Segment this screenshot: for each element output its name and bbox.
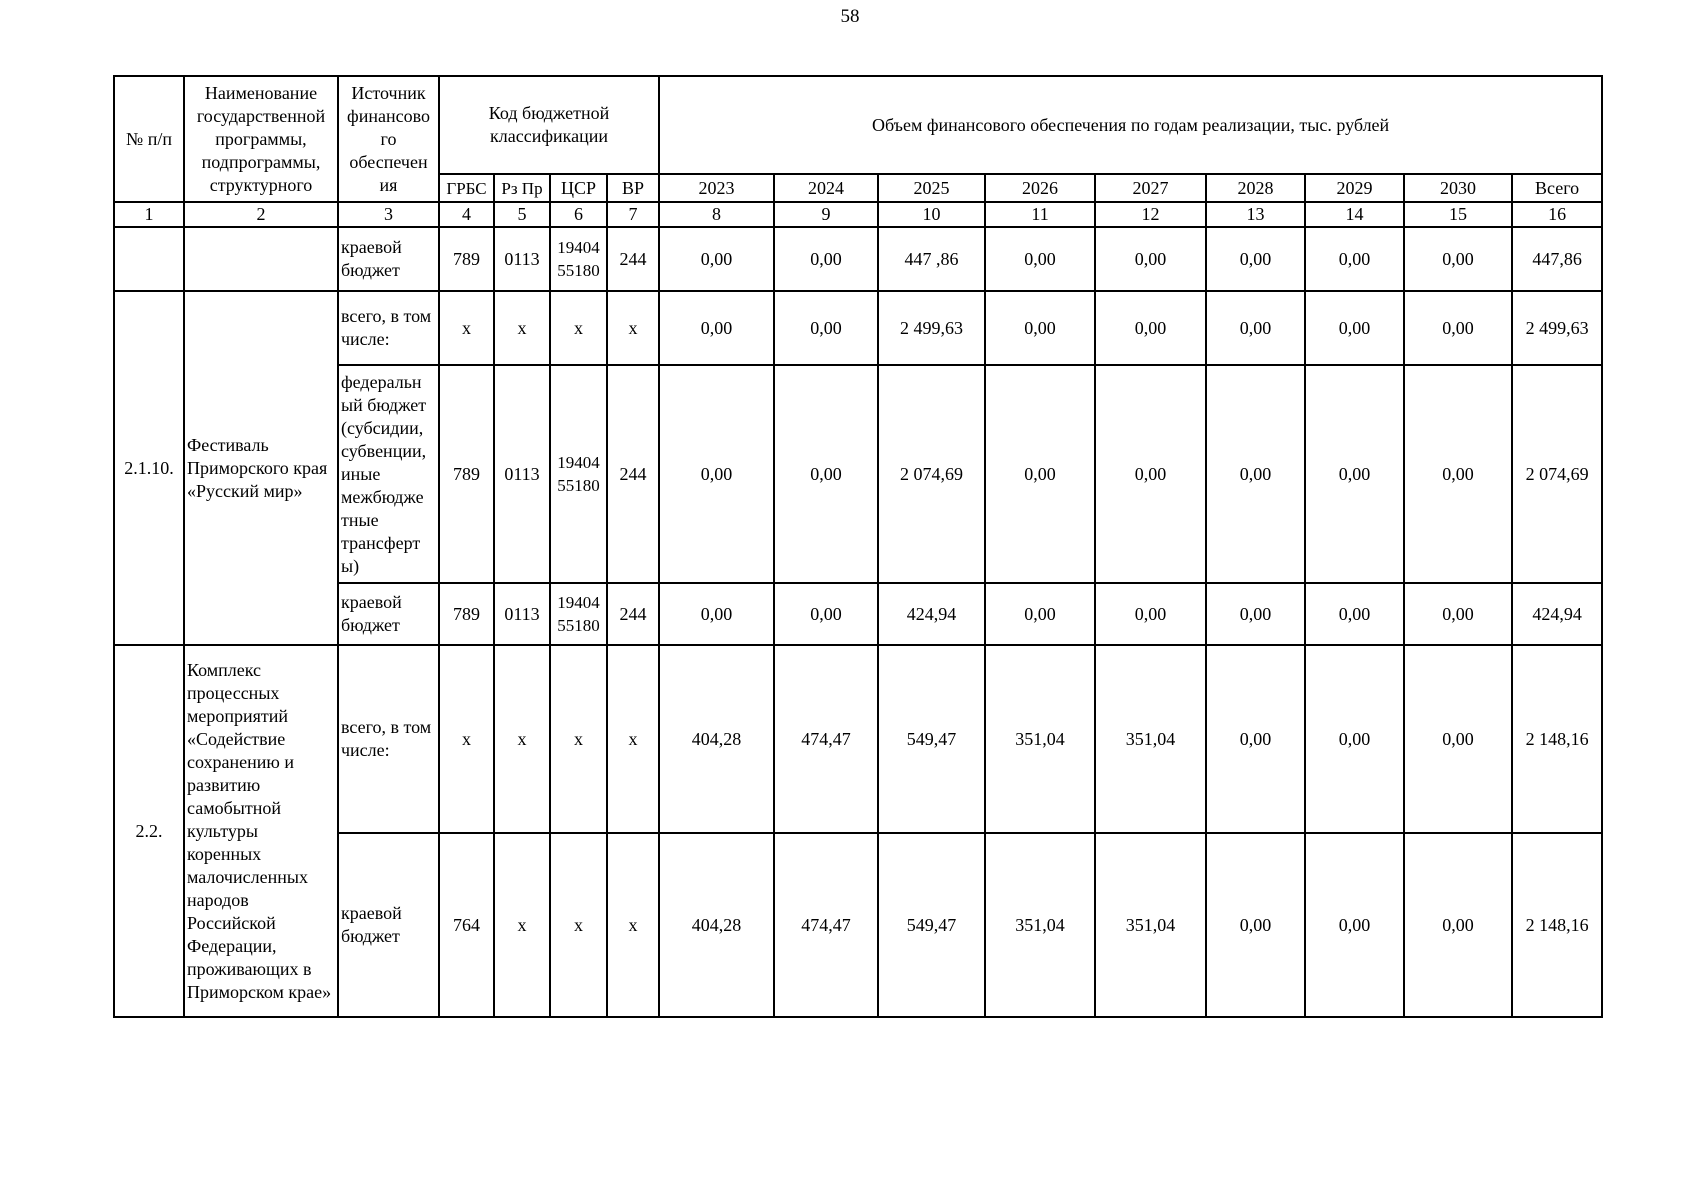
table-row [114,291,1602,365]
value-cell: 404,28 [659,833,774,1017]
col-number: 4 [439,202,494,227]
col-number: 1 [114,202,184,227]
header-year-2027: 2027 [1095,174,1206,202]
csr-cell: 19404 55180 [550,365,607,583]
total-cell: 424,94 [1512,583,1602,645]
grbs-cell: 789 [439,583,494,645]
budget-table [113,75,1603,1018]
rzpr-cell: 0113 [494,227,550,291]
value-cell: 0,00 [1305,583,1404,645]
value-cell: 0,00 [985,583,1095,645]
rzpr-cell: х [494,291,550,365]
value-cell: 0,00 [1206,365,1305,583]
value-cell: 2 499,63 [878,291,985,365]
header-year-2025: 2025 [878,174,985,202]
value-cell: 0,00 [1206,227,1305,291]
col-number: 10 [878,202,985,227]
value-cell: 474,47 [774,645,878,833]
rzpr-cell: х [494,833,550,1017]
value-cell: 351,04 [985,833,1095,1017]
value-cell: 0,00 [774,365,878,583]
value-cell: 549,47 [878,833,985,1017]
value-cell: 0,00 [659,227,774,291]
col-number: 7 [607,202,659,227]
total-cell: 2 148,16 [1512,645,1602,833]
csr-cell: 19404 55180 [550,227,607,291]
header-source: Источник финансово го обеспечен ия [338,76,439,202]
csr-cell: х [550,291,607,365]
header-year-2029: 2029 [1305,174,1404,202]
value-cell: 2 074,69 [878,365,985,583]
source-cell: федеральн ый бюджет (субсидии, субвенции, иные межбюдже тные трансферт ы) [338,365,439,583]
value-cell: 0,00 [1305,291,1404,365]
grbs-cell: 789 [439,227,494,291]
rzpr-cell: 0113 [494,583,550,645]
grbs-cell: 764 [439,833,494,1017]
total-cell: 447,86 [1512,227,1602,291]
col-number: 3 [338,202,439,227]
grbs-cell: 789 [439,365,494,583]
grbs-cell: х [439,645,494,833]
value-cell: 404,28 [659,645,774,833]
col-number: 6 [550,202,607,227]
col-number: 8 [659,202,774,227]
value-cell: 0,00 [1206,833,1305,1017]
source-cell: краевой бюджет [338,833,439,1017]
table-row [114,833,1602,1017]
rzpr-cell: х [494,645,550,833]
total-cell: 2 148,16 [1512,833,1602,1017]
col-number: 15 [1404,202,1512,227]
row-name: Фестиваль Приморского края «Русский мир» [184,291,338,645]
table-row [114,645,1602,833]
value-cell: 549,47 [878,645,985,833]
source-cell: краевой бюджет [338,583,439,645]
value-cell: 0,00 [1095,583,1206,645]
vr-cell: 244 [607,583,659,645]
value-cell: 0,00 [1206,583,1305,645]
value-cell: 424,94 [878,583,985,645]
total-cell: 2 074,69 [1512,365,1602,583]
col-number: 5 [494,202,550,227]
value-cell: 0,00 [985,365,1095,583]
value-cell: 0,00 [1404,833,1512,1017]
col-number: 9 [774,202,878,227]
value-cell: 0,00 [1404,365,1512,583]
value-cell: 0,00 [1206,291,1305,365]
value-cell: 0,00 [659,291,774,365]
value-cell: 0,00 [774,291,878,365]
col-number: 11 [985,202,1095,227]
col-number: 13 [1206,202,1305,227]
vr-cell: х [607,645,659,833]
source-cell: всего, в том числе: [338,291,439,365]
source-cell: всего, в том числе: [338,645,439,833]
value-cell: 351,04 [1095,645,1206,833]
value-cell: 0,00 [985,291,1095,365]
vr-cell: х [607,291,659,365]
table-row [114,583,1602,645]
header-code-group: Код бюджетной классификации [439,76,659,174]
value-cell: 0,00 [774,583,878,645]
value-cell: 0,00 [1305,227,1404,291]
value-cell: 0,00 [1305,645,1404,833]
header-volume-group: Объем финансового обеспечения по годам реализации, тыс. рублей [659,76,1602,174]
value-cell: 0,00 [1404,291,1512,365]
col-number: 12 [1095,202,1206,227]
header-year-2023: 2023 [659,174,774,202]
row-number: 2.1.10. [114,291,184,645]
rzpr-cell: 0113 [494,365,550,583]
value-cell: 447 ,86 [878,227,985,291]
column-numbers-row [114,202,1602,227]
row-number [114,227,184,291]
table-row [114,365,1602,583]
page-number: 58 [840,6,860,27]
row-number: 2.2. [114,645,184,1017]
vr-cell: х [607,833,659,1017]
value-cell: 351,04 [985,645,1095,833]
value-cell: 351,04 [1095,833,1206,1017]
value-cell: 0,00 [1095,291,1206,365]
vr-cell: 244 [607,365,659,583]
value-cell: 0,00 [1095,227,1206,291]
header-total: Всего [1512,174,1602,202]
col-number: 16 [1512,202,1602,227]
grbs-cell: х [439,291,494,365]
value-cell: 0,00 [659,583,774,645]
table-row [114,227,1602,291]
value-cell: 0,00 [1305,365,1404,583]
csr-cell: х [550,645,607,833]
header-year-2028: 2028 [1206,174,1305,202]
header-grbs: ГРБС [439,174,494,202]
header-rzpr: Рз Пр [494,174,550,202]
value-cell: 0,00 [774,227,878,291]
value-cell: 0,00 [1404,583,1512,645]
value-cell: 0,00 [985,227,1095,291]
header-year-2026: 2026 [985,174,1095,202]
vr-cell: 244 [607,227,659,291]
header-year-2030: 2030 [1404,174,1512,202]
value-cell: 0,00 [1404,645,1512,833]
source-cell: краевой бюджет [338,227,439,291]
header-year-2024: 2024 [774,174,878,202]
value-cell: 0,00 [1206,645,1305,833]
col-number: 2 [184,202,338,227]
row-name: Комплекс процессных мероприятий «Содействие сохранению и развитию самобытной культуры коренных малочисленных народов Российской Федерации, проживающих в Приморском крае» [184,645,338,1017]
value-cell: 0,00 [659,365,774,583]
header-csr: ЦСР [550,174,607,202]
total-cell: 2 499,63 [1512,291,1602,365]
value-cell: 0,00 [1305,833,1404,1017]
header-name: Наименование государственной программы, подпрограммы, структурного [184,76,338,202]
col-number: 14 [1305,202,1404,227]
value-cell: 0,00 [1404,227,1512,291]
header-row-1 [114,76,1602,174]
csr-cell: х [550,833,607,1017]
row-name [184,227,338,291]
value-cell: 0,00 [1095,365,1206,583]
value-cell: 474,47 [774,833,878,1017]
header-vr: ВР [607,174,659,202]
header-num: № п/п [114,76,184,202]
csr-cell: 19404 55180 [550,583,607,645]
